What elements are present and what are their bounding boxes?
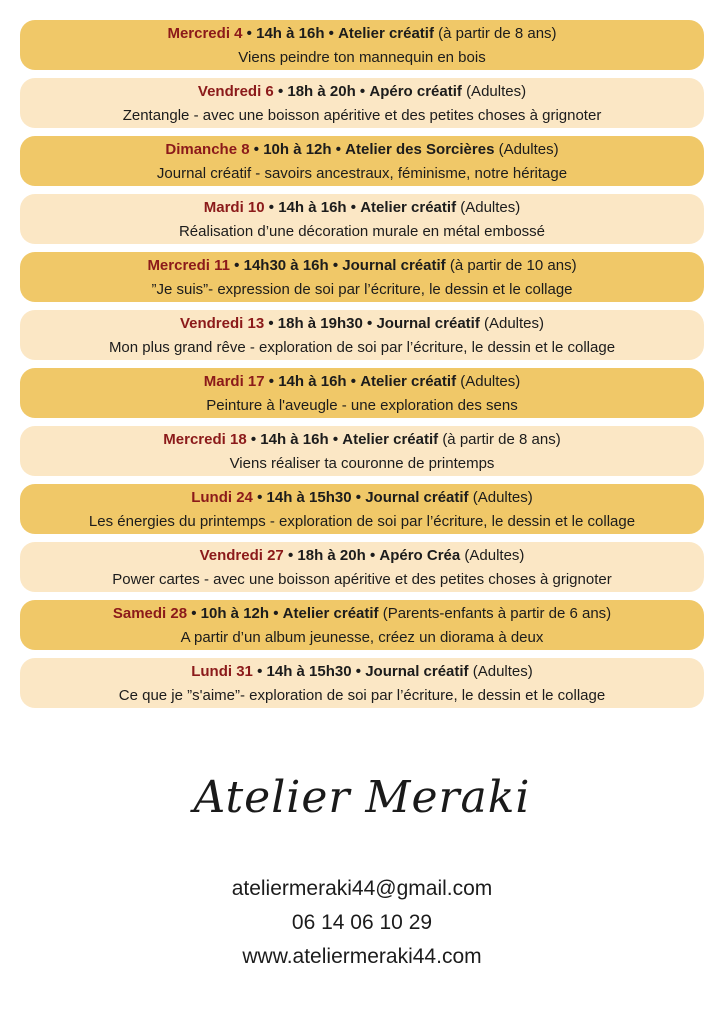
event-heading xyxy=(180,313,544,334)
event-heading xyxy=(147,255,576,276)
contact-phone[interactable]: 06 14 06 10 29 xyxy=(291,911,433,934)
event-title: Journal créatif xyxy=(342,256,446,274)
separator: • xyxy=(257,488,263,506)
event-item xyxy=(20,600,704,650)
event-description: Mon plus grand rêve - exploration de soi par l’écriture, le dessin et le collage xyxy=(108,338,616,356)
separator: • xyxy=(335,140,341,158)
separator: • xyxy=(273,604,279,622)
event-audience: (Adultes) xyxy=(484,314,545,332)
event-audience: (Adultes) xyxy=(460,372,521,390)
contact-block xyxy=(0,872,724,974)
event-audience: (à partir de 10 ans) xyxy=(449,256,577,274)
brand-logo: Atelier Meraki xyxy=(193,772,531,823)
event-time: 14h30 à 16h xyxy=(243,256,329,274)
event-time: 14h à 16h xyxy=(260,430,329,448)
separator: • xyxy=(268,372,275,390)
event-title: Journal créatif xyxy=(365,488,469,506)
contact-email[interactable]: ateliermeraki44@gmail.com xyxy=(231,877,493,900)
event-title: Atelier créatif xyxy=(338,24,434,42)
event-title: Atelier créatif xyxy=(342,430,439,448)
event-item xyxy=(20,484,704,534)
event-item xyxy=(20,194,704,244)
event-item xyxy=(20,426,704,476)
separator: • xyxy=(367,314,373,332)
event-time: 18h à 20h xyxy=(297,546,366,564)
event-heading xyxy=(167,23,556,44)
separator: • xyxy=(328,24,334,42)
event-title: Apéro Créa xyxy=(379,546,461,564)
event-description: Les énergies du printemps - exploration de soi par l’écriture, le dessin et le collage xyxy=(88,512,636,530)
event-heading xyxy=(204,197,521,218)
event-description: Zentangle - avec une boisson apéritive et des petites choses à grignoter xyxy=(122,106,602,124)
event-audience: (Adultes) xyxy=(466,82,527,100)
event-item xyxy=(20,252,704,302)
event-item xyxy=(20,658,704,708)
event-day: Vendredi 13 xyxy=(179,314,265,332)
separator: • xyxy=(268,198,275,216)
separator: • xyxy=(355,488,362,506)
event-heading xyxy=(113,603,611,624)
event-day: Vendredi 6 xyxy=(197,82,274,100)
event-description: Power cartes - avec une boisson apéritive et des petites choses à grignoter xyxy=(112,570,612,588)
event-time: 18h à 19h30 xyxy=(277,314,363,332)
separator: • xyxy=(369,546,376,564)
event-time: 14h à 16h xyxy=(256,24,325,42)
event-title: Atelier créatif xyxy=(360,372,457,390)
event-time: 14h à 16h xyxy=(278,198,347,216)
event-heading xyxy=(198,81,526,102)
event-description: Viens réaliser ta couronne de printemps xyxy=(229,454,495,472)
event-title: Journal créatif xyxy=(376,314,480,332)
separator: • xyxy=(355,662,362,680)
event-day: Vendredi 27 xyxy=(199,546,284,564)
event-audience: (à partir de 8 ans) xyxy=(438,24,557,42)
event-day: Mercredi 4 xyxy=(167,24,243,42)
event-description: A partir d’un album jeunesse, créez un diorama à deux xyxy=(180,628,544,646)
event-item xyxy=(20,20,704,70)
event-description: Peinture à l'aveugle - une exploration des sens xyxy=(206,396,518,414)
event-heading xyxy=(204,371,521,392)
event-time: 14h à 15h30 xyxy=(266,488,352,506)
event-title: Apéro créatif xyxy=(369,82,462,100)
event-description: ”Je suis”- expression de soi par l’écriture, le dessin et le collage xyxy=(151,280,573,298)
separator: • xyxy=(253,140,260,158)
event-heading xyxy=(191,487,533,508)
event-item xyxy=(20,368,704,418)
event-audience: (Adultes) xyxy=(472,662,533,680)
separator: • xyxy=(350,372,357,390)
event-heading xyxy=(200,545,525,566)
event-day: Dimanche 8 xyxy=(165,140,250,158)
event-item xyxy=(20,136,704,186)
contact-website[interactable]: www.ateliermeraki44.com xyxy=(242,945,482,968)
event-time: 18h à 20h xyxy=(287,82,356,100)
event-time: 10h à 12h xyxy=(263,140,332,158)
event-time: 14h à 15h30 xyxy=(266,662,352,680)
event-item xyxy=(20,78,704,128)
event-day: Samedi 28 xyxy=(112,604,188,622)
event-time: 14h à 16h xyxy=(278,372,347,390)
event-heading xyxy=(191,661,533,682)
event-time: 10h à 12h xyxy=(200,604,270,622)
event-description: Ce que je ”s'aime”- exploration de soi par l’écriture, le dessin et le collage xyxy=(118,686,606,704)
event-heading xyxy=(165,139,558,160)
event-day: Mardi 17 xyxy=(203,372,265,390)
separator: • xyxy=(359,82,366,100)
separator: • xyxy=(268,314,274,332)
event-day: Mercredi 18 xyxy=(163,430,247,448)
event-heading xyxy=(163,429,560,450)
separator: • xyxy=(191,604,197,622)
event-title: Atelier des Sorcières xyxy=(345,140,495,158)
separator: • xyxy=(332,256,339,274)
event-audience: (Adultes) xyxy=(472,488,533,506)
event-title: Journal créatif xyxy=(365,662,469,680)
separator: • xyxy=(257,662,263,680)
event-day: Lundi 24 xyxy=(191,488,253,506)
event-audience: (Adultes) xyxy=(464,546,525,564)
separator: • xyxy=(287,546,294,564)
separator: • xyxy=(350,198,357,216)
event-description: Réalisation d’une décoration murale en métal embossé xyxy=(178,222,546,240)
separator: • xyxy=(250,430,257,448)
event-day: Mercredi 11 xyxy=(147,256,230,274)
event-description: Journal créatif - savoirs ancestraux, féminisme, notre héritage xyxy=(156,164,568,182)
event-day: Mardi 10 xyxy=(203,198,265,216)
separator: • xyxy=(246,24,252,42)
event-day: Lundi 31 xyxy=(191,662,253,680)
event-audience: (à partir de 8 ans) xyxy=(442,430,561,448)
event-item xyxy=(20,310,704,360)
event-audience: (Parents-enfants à partir de 6 ans) xyxy=(382,604,612,622)
event-title: Atelier créatif xyxy=(360,198,457,216)
event-list xyxy=(20,20,704,716)
separator: • xyxy=(234,256,240,274)
event-audience: (Adultes) xyxy=(460,198,521,216)
separator: • xyxy=(332,430,339,448)
separator: • xyxy=(277,82,284,100)
event-description: Viens peindre ton mannequin en bois xyxy=(238,48,486,66)
event-item xyxy=(20,542,704,592)
event-audience: (Adultes) xyxy=(498,140,559,158)
event-title: Atelier créatif xyxy=(282,604,379,622)
